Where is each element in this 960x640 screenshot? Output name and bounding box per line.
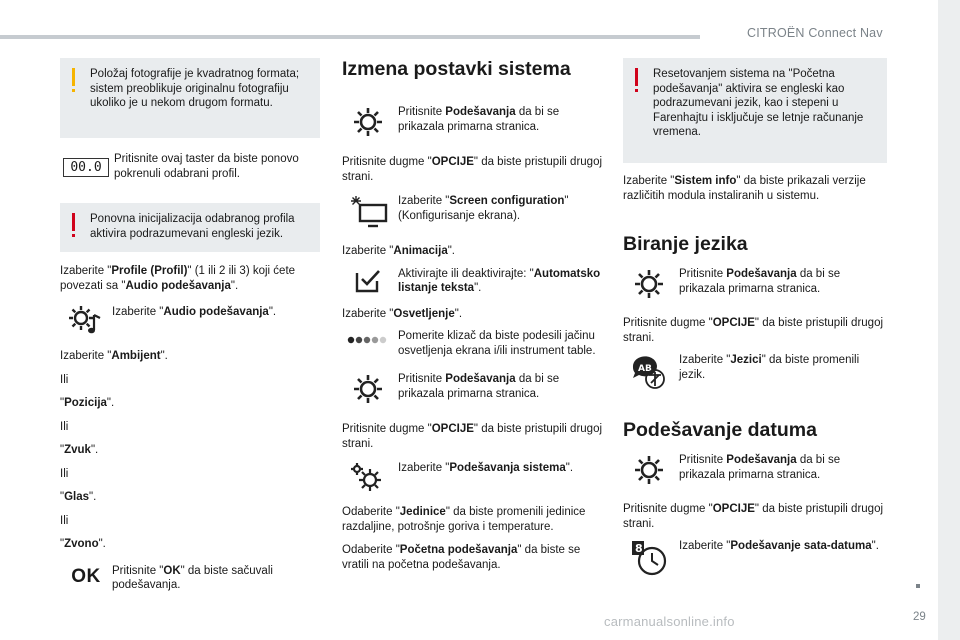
lang-options-instruction: Pritisnite dugme "OPCIJE" da biste pristupili drugoj strani. bbox=[623, 317, 884, 344]
header-title: CITROËN Connect Nav bbox=[747, 26, 883, 40]
or-label: Ili bbox=[60, 420, 69, 433]
or-label: Ili bbox=[60, 514, 69, 527]
settings-row bbox=[342, 105, 604, 139]
reset-profile-text: Pritisnite ovaj taster da biste ponovo pokrenuli odabrani profil. bbox=[114, 153, 299, 180]
options-instruction-2: Pritisnite dugme "OPCIJE" da biste pristupili drugoj strani. bbox=[342, 423, 603, 450]
clock-icon[interactable] bbox=[623, 539, 675, 577]
reset-profile-row bbox=[60, 152, 320, 181]
watermark-text: carmanualsonline.info bbox=[604, 614, 735, 629]
languages-row bbox=[623, 353, 887, 391]
page-marker bbox=[916, 584, 920, 588]
ok-row bbox=[60, 564, 320, 593]
warning-note-text: Ponovna inicijalizacija odabranog profila aktivira podrazumevani engleski jezik. bbox=[90, 213, 295, 240]
or-label: Ili bbox=[60, 373, 69, 386]
system-info-instruction: Izaberite "Sistem info" da biste prikazali verzije različitih modula instaliranih u sistemu. bbox=[623, 175, 866, 202]
settings-text: Pritisnite Podešavanja da bi se prikazala primarna stranica. bbox=[398, 106, 560, 133]
clock-date-row bbox=[623, 539, 887, 577]
svg-text:AB: AB bbox=[638, 364, 652, 374]
reset-warning-text: Resetovanjem sistema na "Početna podešavanja" aktivira se engleski kao podrazumevani jezik, kao i stepeni u Farenhajtu i isključuje se letnje računanje vremena. bbox=[653, 68, 864, 138]
page-number: 29 bbox=[913, 611, 926, 623]
warning-marker-icon bbox=[635, 68, 638, 86]
gear-icon[interactable] bbox=[342, 105, 394, 139]
system-gears-icon[interactable] bbox=[342, 461, 394, 495]
date-settings-row bbox=[623, 453, 887, 487]
screen-config-text: Izaberite "Screen configuration" (Konfigurisanje ekrana). bbox=[398, 195, 569, 222]
date-settings-text: Pritisnite Podešavanja da bi se prikazala primarna stranica. bbox=[679, 454, 841, 481]
reset-warning-note bbox=[623, 58, 887, 163]
reset-profile-button[interactable]: 00.0 bbox=[63, 158, 108, 177]
languages-text: Izaberite "Jezici" da biste promenili jezik. bbox=[679, 354, 860, 381]
header-rule bbox=[0, 35, 700, 39]
options-instruction: Pritisnite dugme "OPCIJE" da biste pristupili drugoj strani. bbox=[342, 156, 603, 183]
checkbox-icon[interactable] bbox=[342, 267, 394, 295]
animation-instruction: Izaberite "Animacija". bbox=[342, 245, 455, 257]
language-heading: Biranje jezika bbox=[623, 233, 748, 255]
auto-scroll-row bbox=[342, 267, 604, 296]
info-note bbox=[60, 58, 320, 138]
brightness-slider-row bbox=[342, 329, 604, 358]
lang-settings-row bbox=[623, 267, 887, 301]
brightness-slider-icon[interactable] bbox=[342, 329, 394, 345]
info-note-text: Položaj fotografije je kvadratnog formata; sistem preoblikuje originalnu fotografiju ukoliko je u nekom drugom formatu. bbox=[90, 68, 300, 109]
date-options-instruction: Pritisnite dugme "OPCIJE" da biste pristupili drugoj strani. bbox=[623, 503, 884, 530]
units-instruction: Odaberite "Jedinice" da biste promenili jedinice razdaljine, potrošnje goriva i temperature. bbox=[342, 506, 586, 533]
brightness-instruction: Izaberite "Osvetljenje". bbox=[342, 307, 463, 320]
badge-number: 8 bbox=[635, 542, 643, 555]
column-3 bbox=[623, 58, 887, 577]
settings-text-2: Pritisnite Podešavanja da bi se prikazala primarna stranica. bbox=[398, 373, 560, 400]
language-icon[interactable] bbox=[623, 353, 675, 391]
audio-settings-row bbox=[60, 303, 320, 337]
option-zvono: "Zvono". bbox=[60, 538, 106, 550]
option-glas: "Glas". bbox=[60, 491, 97, 503]
profile-instruction: Izaberite "Profile (Profil)" (1 ili 2 ili 3) koji ćete povezati sa "Audio podešavanja". bbox=[60, 265, 296, 292]
date-heading: Podešavanje datuma bbox=[623, 419, 817, 441]
gear-icon[interactable] bbox=[623, 453, 675, 487]
page-edge-tab bbox=[938, 0, 960, 640]
gear-icon[interactable] bbox=[342, 372, 394, 406]
lang-settings-text: Pritisnite Podešavanja da bi se prikazala primarna stranica. bbox=[679, 268, 841, 295]
audio-settings-icon[interactable] bbox=[60, 303, 112, 337]
or-label: Ili bbox=[60, 467, 69, 480]
screen-brightness-icon[interactable] bbox=[342, 194, 394, 230]
warning-note bbox=[60, 203, 320, 252]
info-marker-icon bbox=[72, 68, 75, 86]
gear-icon[interactable] bbox=[623, 267, 675, 301]
ambijent-instruction: Izaberite "Ambijent". bbox=[60, 350, 168, 362]
brightness-slider-text: Pomerite klizač da biste podesili jačinu osvetljenja ekrana i/ili instrument table. bbox=[398, 330, 596, 357]
option-zvuk: "Zvuk". bbox=[60, 444, 99, 456]
warning-marker-icon bbox=[72, 213, 75, 231]
option-pozicija: "Pozicija". bbox=[60, 397, 115, 409]
ok-button[interactable]: OK bbox=[71, 565, 101, 587]
system-settings-text: Izaberite "Podešavanja sistema". bbox=[398, 462, 574, 474]
clock-date-text: Izaberite "Podešavanje sata-datuma". bbox=[679, 540, 879, 552]
screen-config-row bbox=[342, 194, 604, 230]
system-settings-row bbox=[342, 461, 604, 495]
ok-text: Pritisnite "OK" da biste sačuvali podešavanja. bbox=[112, 564, 273, 591]
column-2 bbox=[342, 58, 604, 572]
auto-scroll-text: Aktivirajte ili deaktivirajte: "Automatsko listanje teksta". bbox=[398, 267, 601, 294]
section-heading: Izmena postavki sistema bbox=[342, 58, 571, 80]
settings-row-2 bbox=[342, 372, 604, 406]
audio-settings-text: Izaberite "Audio podešavanja". bbox=[112, 306, 277, 318]
column-1 bbox=[60, 58, 320, 593]
reset-instruction: Odaberite "Početna podešavanja" da biste se vratili na početna podešavanja. bbox=[342, 544, 581, 571]
